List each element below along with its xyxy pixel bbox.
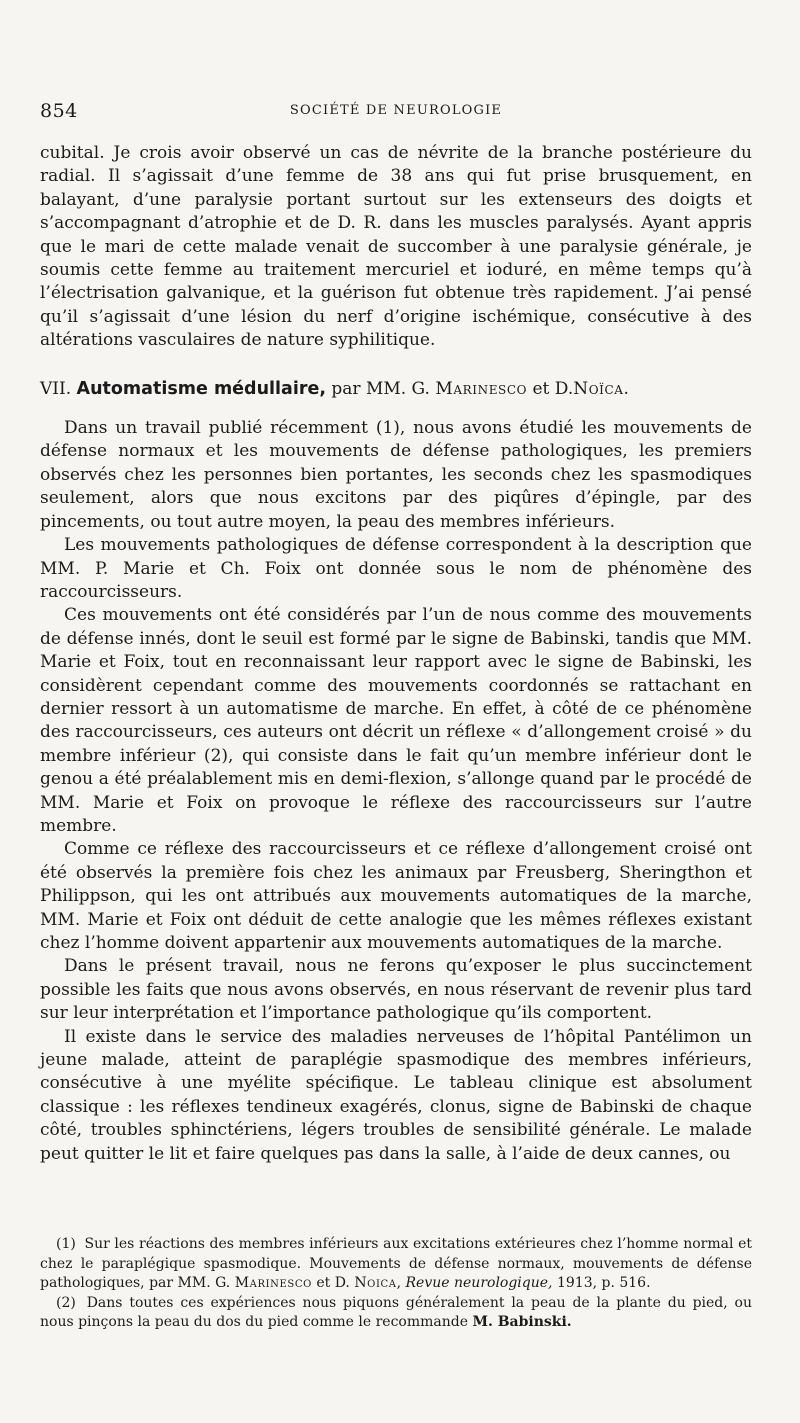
paragraph: Dans le présent travail, nous ne ferons qu’exposer le plus succinctement possible les faits que nous avons observés, en nous réservant de revenir plus tard sur leur interprétation et l’importance pathologique qu’ils comportent.	[40, 956, 752, 1024]
running-head	[40, 100, 752, 122]
section-author-2: Noïca	[573, 378, 624, 399]
section-and: et D.	[532, 378, 574, 399]
section-by: par MM. G.	[331, 378, 430, 399]
footnote-marker: (1)	[56, 1236, 76, 1252]
footnote-2	[40, 1294, 752, 1333]
footnote-author-2: Noica	[354, 1275, 397, 1292]
footnote-journal: Revue neurologique,	[405, 1275, 553, 1292]
running-title: SOCIÉTÉ DE NEUROLOGIE	[289, 103, 503, 118]
paragraph: Comme ce réflexe des raccourcisseurs et ce réflexe d’allongement croisé ont été observés la première fois chez les animaux par Freusberg, Sheringthon et Philippson, qui les ont attribués aux mouvements automatiques de la marche, MM. Marie et Foix ont déduit de cette analogie que les mêmes réflexes existant chez l’homme doivent appartenir aux mouvements automatiques de la marche.	[40, 839, 752, 953]
footnote-tail: 1913, p. 516.	[556, 1275, 651, 1292]
body-text	[40, 142, 752, 1166]
page-number: 854	[40, 100, 78, 122]
paragraph: Les mouvements pathologiques de défense correspondent à la description que MM. P. Marie et Ch. Foix ont donnée sous le nom de phénomène des raccourcisseurs.	[40, 535, 752, 602]
paragraph-continuation: cubital. Je crois avoir observé un cas de névrite de la branche postérieure du radial. Il s’agissait d’une femme de 38 ans qui fut prise brusquement, en balayant, d’une paralysie portant surtout sur les extenseurs des doigts et s’accompagnant d’atrophie et de D. R. dans les muscles paralysés. Ayant appris que le mari de cette malade venait de succomber à une paralysie générale, je soumis cette femme au traitement mercuriel et ioduré, en même temps qu’à l’électrisation galvanique, et la guérison fut obtenue très rapidement. J’ai pensé qu’il s’agissait d’une lésion du nerf d’origine ischémique, consécutive à des altérations vasculaires de nature syphilitique.	[40, 143, 752, 351]
footnote-name: M. Babinski.	[472, 1314, 572, 1331]
section-author-1: Marinesco	[435, 378, 528, 399]
section-title: Automatisme médullaire,	[76, 378, 326, 399]
footnotes	[40, 1235, 752, 1333]
footnote-sep: ,	[396, 1275, 402, 1292]
paragraph: Ces mouvements ont été considérés par l’un de nous comme des mouvements de défense innés, dont le seuil est formé par le signe de Babinski, tandis que MM. Marie et Foix, tout en reconnaissant leur rapport avec le signe de Babinski, les considèrent cependant comme des mouvements coordonnés se rattachant en dernier ressort à un automatisme de marche. En effet, à côté de ce phénomène des raccourcisseurs, ces auteurs ont décrit un réflexe « d’allongement croisé » du membre inférieur (2), qui consiste dans le fait qu’un membre inférieur dont le genou a été préalablement mis en demi-flexion, s’allonge quand par le procédé de MM. Marie et Foix on provoque le réflexe des raccourcisseurs sur l’autre membre.	[40, 605, 752, 836]
paragraph: Dans un travail publié récemment (1), nous avons étudié les mouvements de défense normaux et les mouvements de défense pathologiques, les premiers observés chez les personnes bien portantes, les seconds chez les spasmodiques seulement, alors que nous excitons par des piqûres d’épingle, par des pincements, ou tout autre moyen, la peau des membres inférieurs.	[40, 418, 752, 532]
section-end: .	[623, 378, 629, 399]
paragraph: Il existe dans le service des maladies nerveuses de l’hôpital Pantélimon un jeune malade, atteint de paraplégie spasmodique des membres inférieurs, consécutive à une myélite spécifique. Le tableau clinique est absolument classique : les réflexes tendineux exagérés, clonus, signe de Babinski de chaque côté, troubles sphinctériens, légers troubles de sensibilité générale. Le malade peut quitter le lit et faire quelques pas dans la salle, à l’aide de deux cannes, ou	[40, 1026, 752, 1164]
section-number: VII.	[40, 378, 72, 399]
footnote-mid: et D.	[316, 1275, 350, 1292]
footnote-1	[40, 1235, 752, 1294]
footnote-marker: (2)	[56, 1294, 76, 1311]
footnote-text: Dans toutes ces expériences nous piquons généralement la peau de la plante du pied, ou nous pinçons la peau du dos du pied comme le recommande	[40, 1294, 753, 1331]
footnote-author-1: Marinesco	[234, 1275, 312, 1292]
section-heading	[40, 378, 752, 401]
footnote-text: Sur les réactions des membres inférieurs aux excitations extérieures chez l’homme normal et chez le paraplégique spasmodique. Mouvements de défense normaux, mouvements de défense pathologiques, par MM. G.	[40, 1236, 752, 1292]
